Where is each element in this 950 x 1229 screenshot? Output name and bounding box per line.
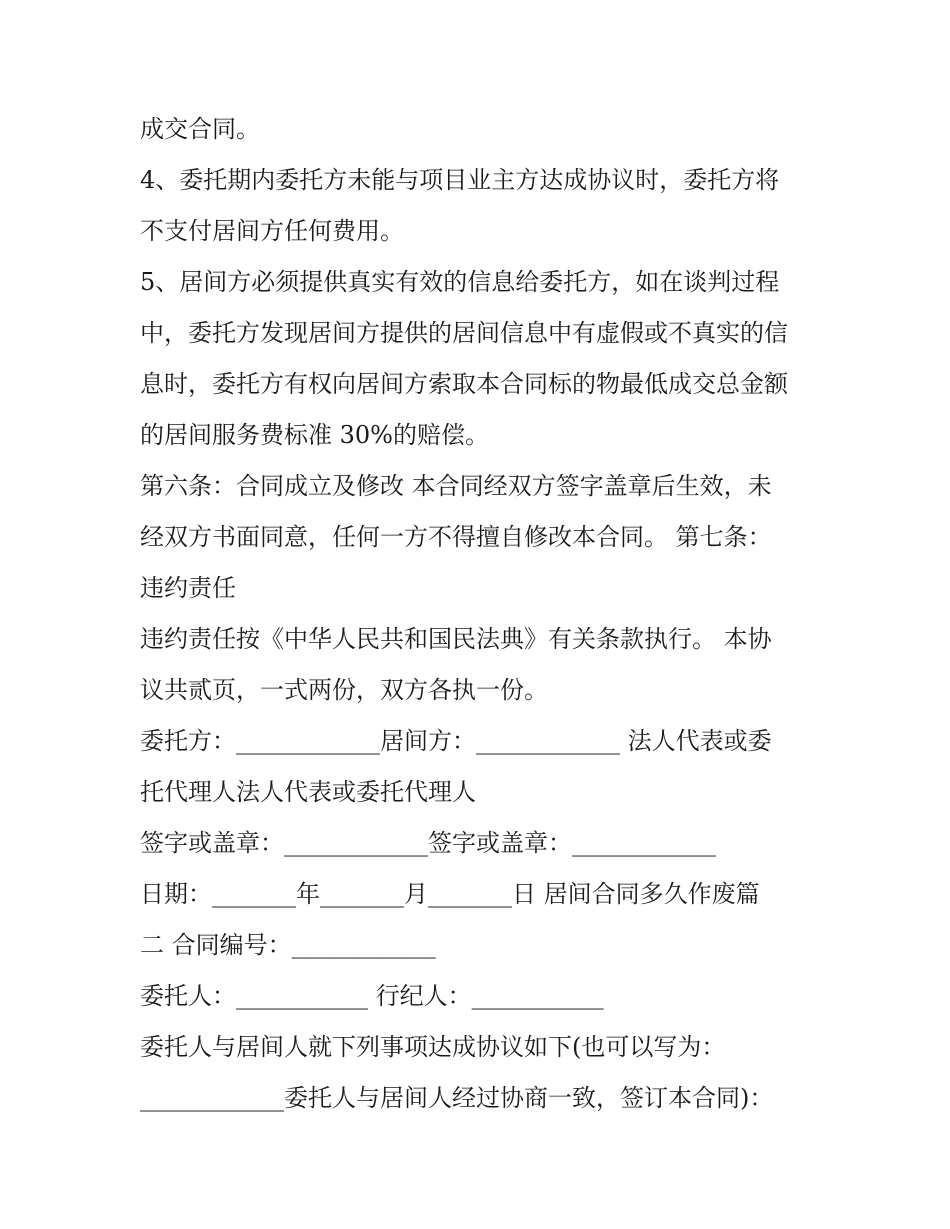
text-line: 托代理人法人代表或委托代理人 (140, 778, 476, 806)
text-line: 5、居间方必须提供真实有效的信息给委托方，如在谈判过程 (140, 268, 780, 296)
text-line: 经双方书面同意，任何一方不得擅自修改本合同。 第七条： (140, 523, 772, 551)
text-line: 4、委托期内委托方未能与项目业主方达成协议时，委托方将 (140, 166, 780, 194)
text-line: 成交合同。 (140, 115, 260, 143)
text-line: ____________委托人与居间人经过协商一致，签订本合同)： (140, 1084, 774, 1112)
text-line: 签字或盖章：____________签字或盖章：____________ (140, 829, 716, 857)
text-line: 中，委托方发现居间方提供的居间信息中有虚假或不真实的信 (140, 319, 788, 347)
text-line: 委托人与居间人就下列事项达成协议如下(也可以写为： (140, 1033, 726, 1061)
text-line: 议共贰页，一式两份，双方各执一份。 (140, 676, 548, 704)
text-line: 委托人：___________ 行纪人：___________ (140, 982, 604, 1010)
text-line: 的居间服务费标准 30%的赔偿。 (140, 421, 489, 449)
text-line: 违约责任按《中华人民共和国民法典》有关条款执行。 本协 (140, 625, 772, 653)
text-line: 委托方：____________居间方：____________ 法人代表或委 (140, 727, 772, 755)
text-line: 违约责任 (140, 574, 236, 602)
text-line: 二 合同编号：____________ (140, 931, 436, 959)
document-body (140, 104, 820, 1124)
text-line: 息时，委托方有权向居间方索取本合同标的物最低成交总金额 (140, 370, 788, 398)
text-line: 不支付居间方任何费用。 (140, 217, 404, 245)
text-line: 第六条：合同成立及修改 本合同经双方签字盖章后生效，未 (140, 472, 772, 500)
text-line: 日期：_______年_______月_______日 居间合同多久作废篇 (140, 880, 760, 908)
